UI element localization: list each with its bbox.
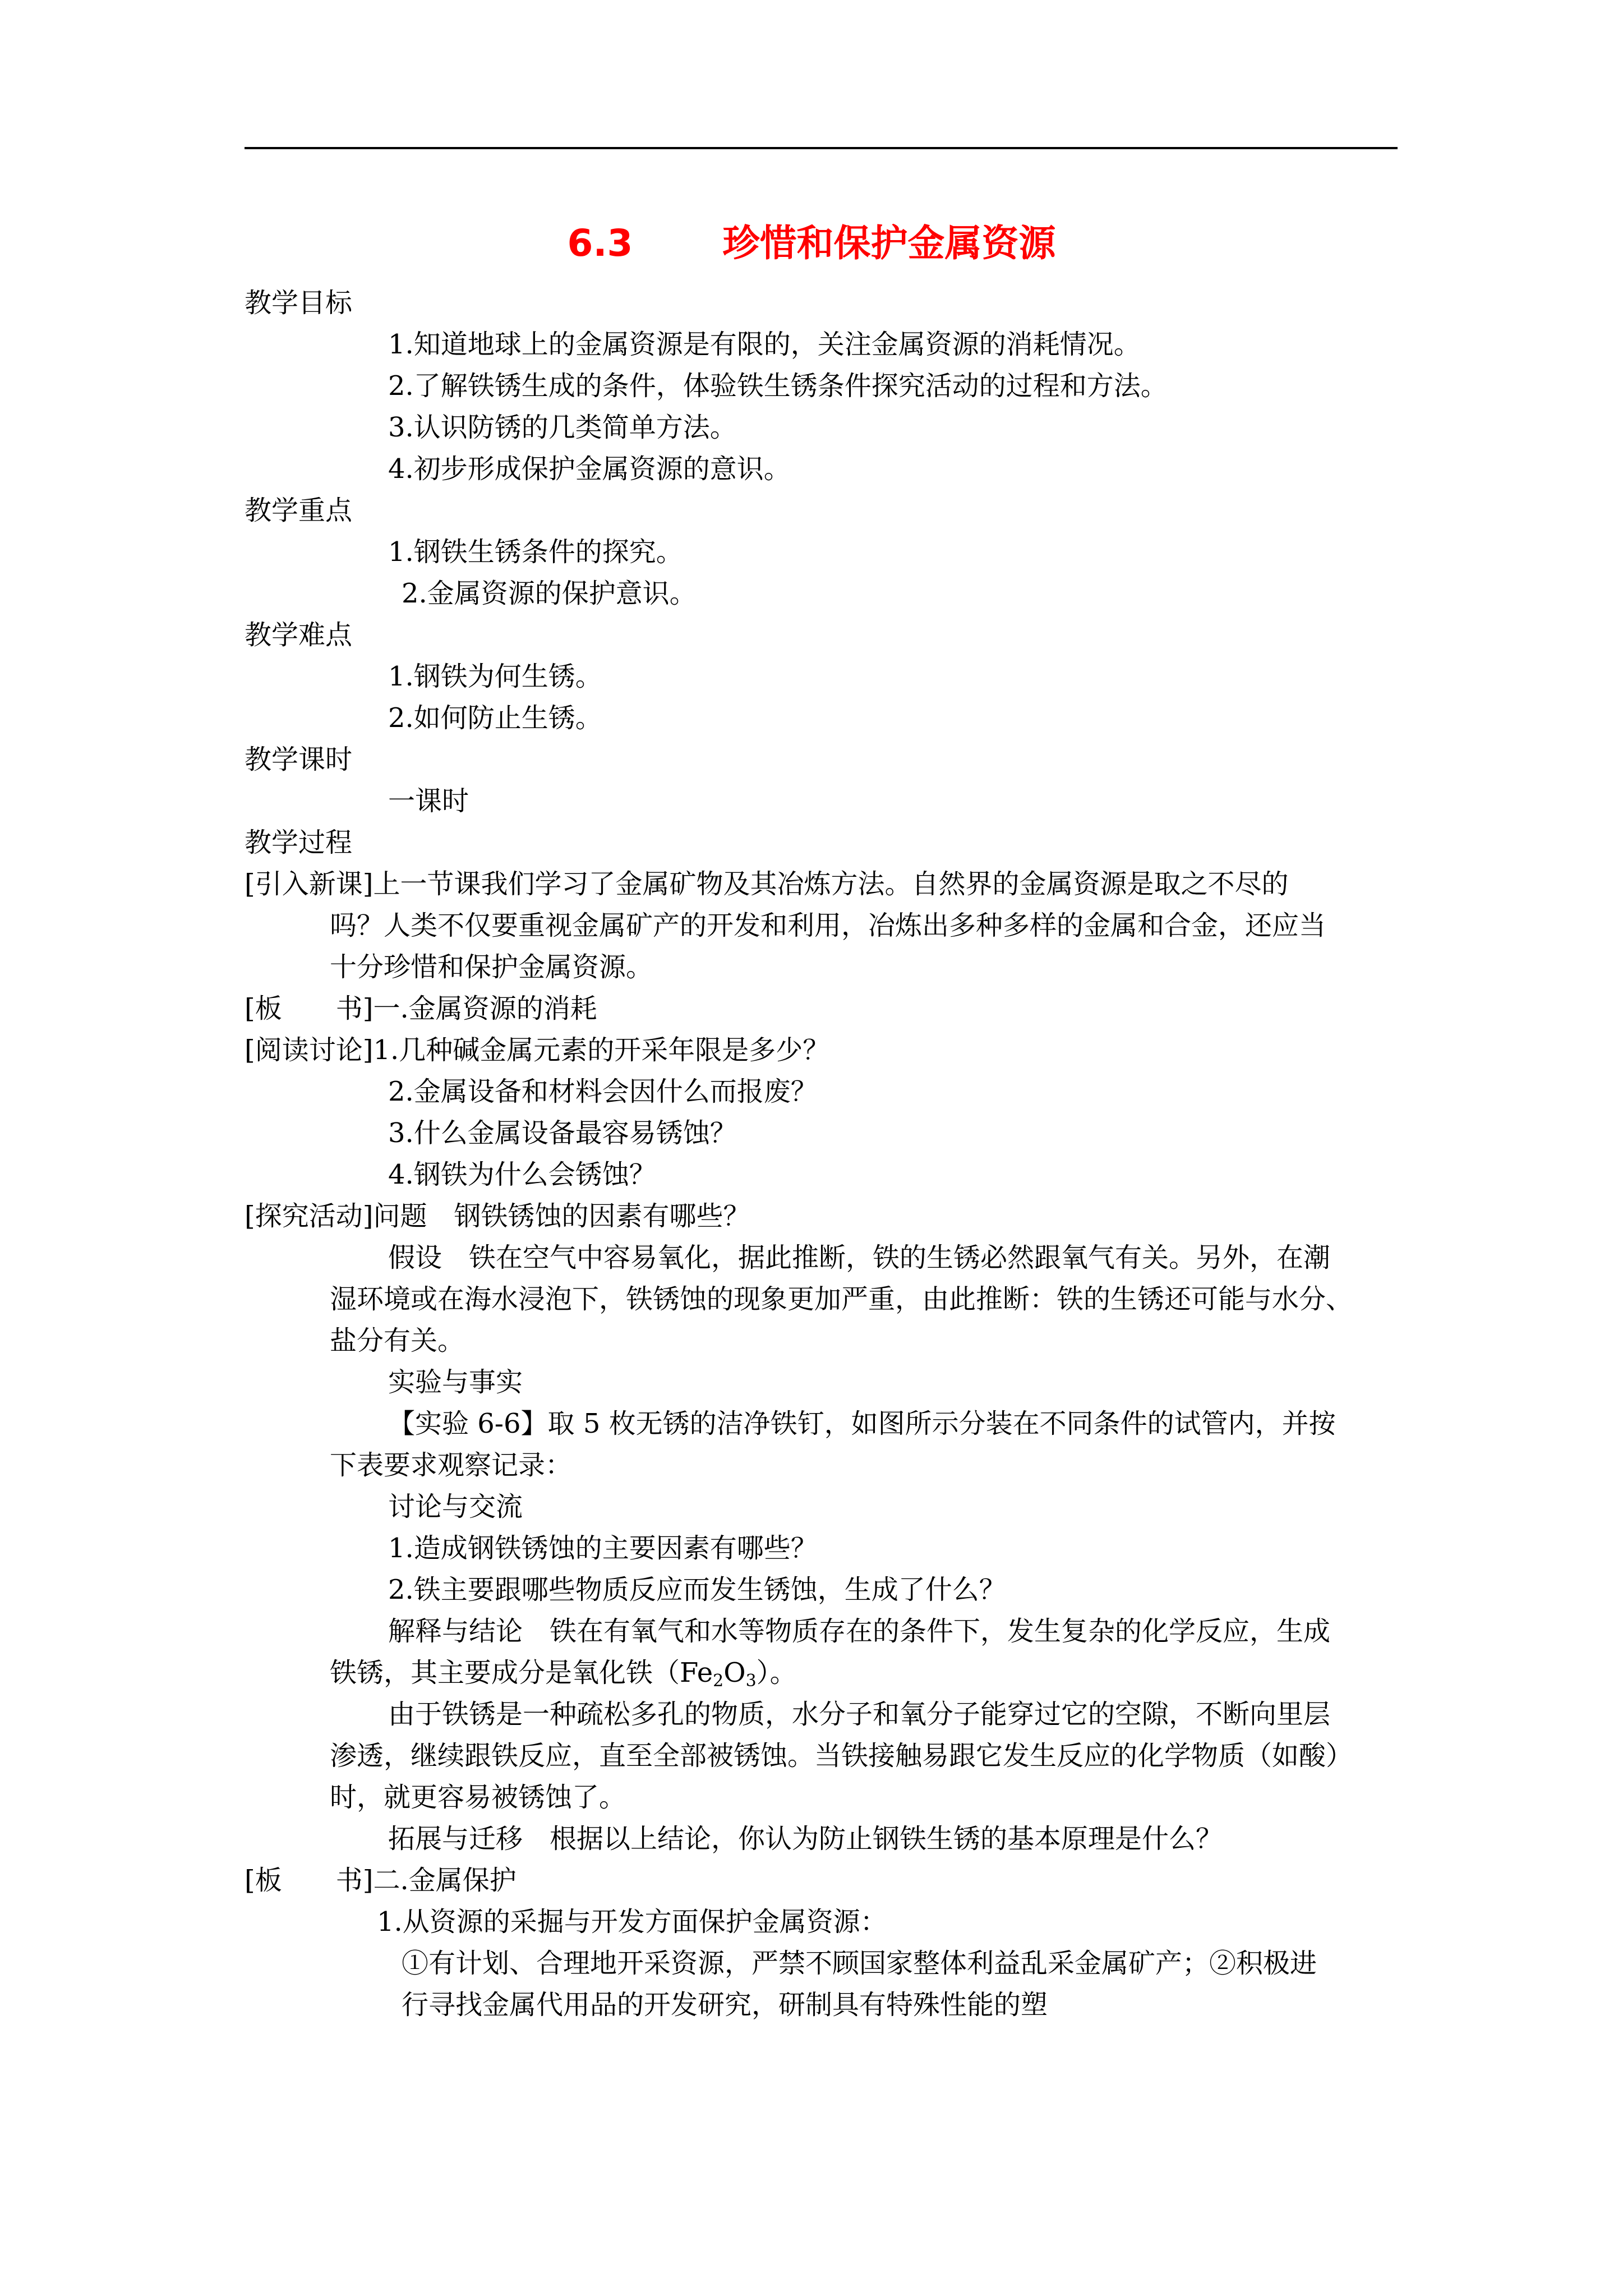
difficulties-heading: 教学难点 (245, 619, 353, 651)
explore-line: 渗透，继续跟铁反应，直至全部被锈蚀。当铁接触易跟它发生反应的化学物质（如酸） (330, 1740, 1353, 1772)
header-rule (245, 147, 1398, 149)
board-note-1: [板 书]一.金属资源的消耗 (245, 993, 597, 1024)
explore-line: 实验与事实 (388, 1366, 523, 1398)
reading-line: 4.钢铁为什么会锈蚀？ (388, 1159, 656, 1190)
explore-line (330, 1656, 797, 1690)
explore-line: 由于铁锈是一种疏松多孔的物质，水分子和氧分子能穿过它的空隙，不断向里层 (388, 1699, 1331, 1730)
protect-line: ①有计划、合理地开采资源，严禁不顾国家整体利益乱采金属矿产；②积极进 (402, 1948, 1317, 1979)
goal-item: 2.了解铁锈生成的条件，体验铁生锈条件探究活动的过程和方法。 (388, 370, 1168, 402)
explore-line: 2.铁主要跟哪些物质反应而发生锈蚀，生成了什么？ (388, 1574, 1006, 1605)
formula-sub-3: 3 (745, 1671, 757, 1691)
intro-line: [引入新课]上一节课我们学习了金属矿物及其冶炼方法。自然界的金属资源是取之不尽的 (245, 868, 1289, 900)
explore-line: 下表要求观察记录： (330, 1450, 573, 1481)
difficulty-item: 1.钢铁为何生锈。 (388, 661, 602, 692)
reading-line: [阅读讨论]1.几种碱金属元素的开采年限是多少？ (245, 1034, 830, 1066)
key-points-heading: 教学重点 (245, 495, 353, 526)
formula-sub-2: 2 (713, 1671, 724, 1691)
explore-text: 铁锈，其主要成分是氧化铁（ (330, 1657, 680, 1688)
formula-fe: Fe (680, 1657, 713, 1688)
explore-line: 解释与结论 铁在有氧气和水等物质存在的条件下，发生复杂的化学反应，生成 (388, 1616, 1331, 1647)
hours-value: 一课时 (388, 785, 469, 817)
reading-line: 2.金属设备和材料会因什么而报废？ (388, 1076, 818, 1107)
formula-o: O (723, 1657, 746, 1688)
explore-text: ）。 (756, 1657, 797, 1688)
goal-item: 3.认识防锈的几类简单方法。 (388, 412, 737, 443)
goal-item: 1.知道地球上的金属资源是有限的，关注金属资源的消耗情况。 (388, 329, 1141, 360)
difficulty-item: 2.如何防止生锈。 (388, 702, 602, 734)
explore-line: [探究活动]问题 钢铁锈蚀的因素有哪些？ (245, 1200, 750, 1232)
title-text: 珍惜和保护金属资源 (722, 222, 1056, 265)
protect-line: 1.从资源的采掘与开发方面保护金属资源： (377, 1906, 887, 1938)
intro-line: 十分珍惜和保护金属资源。 (330, 951, 653, 983)
key-point-item: 1.钢铁生锈条件的探究。 (388, 536, 683, 568)
intro-line: 吗？人类不仅要重视金属矿产的开发和利用，冶炼出多种多样的金属和合金，还应当 (330, 910, 1326, 941)
page-title (0, 213, 1623, 266)
goals-heading: 教学目标 (245, 287, 353, 319)
hours-heading: 教学课时 (245, 744, 353, 775)
explore-line: 盐分有关。 (330, 1325, 465, 1356)
explore-line: 时，就更容易被锈蚀了。 (330, 1782, 626, 1813)
explore-line: 讨论与交流 (388, 1491, 523, 1522)
explore-line: 假设 铁在空气中容易氧化，据此推断，铁的生锈必然跟氧气有关。另外，在潮 (388, 1242, 1331, 1273)
process-heading: 教学过程 (245, 827, 353, 858)
protect-line: 行寻找金属代用品的开发研究，研制具有特殊性能的塑 (402, 1989, 1048, 2021)
title-number: 6.3 (567, 222, 633, 265)
goal-item: 4.初步形成保护金属资源的意识。 (388, 453, 791, 485)
explore-line: 拓展与迁移 根据以上结论，你认为防止钢铁生锈的基本原理是什么？ (388, 1823, 1223, 1855)
explore-line: 【实验 6-6】取 5 枚无锈的洁净铁钉，如图所示分装在不同条件的试管内，并按 (388, 1408, 1336, 1439)
explore-line: 1.造成钢铁锈蚀的主要因素有哪些？ (388, 1533, 818, 1564)
explore-line: 湿环境或在海水浸泡下，铁锈蚀的现象更加严重，由此推断：铁的生锈还可能与水分、 (330, 1283, 1353, 1315)
key-point-item: 2.金属资源的保护意识。 (402, 578, 697, 609)
reading-line: 3.什么金属设备最容易锈蚀？ (388, 1117, 737, 1149)
board-note-2: [板 书]二.金属保护 (245, 1865, 517, 1896)
